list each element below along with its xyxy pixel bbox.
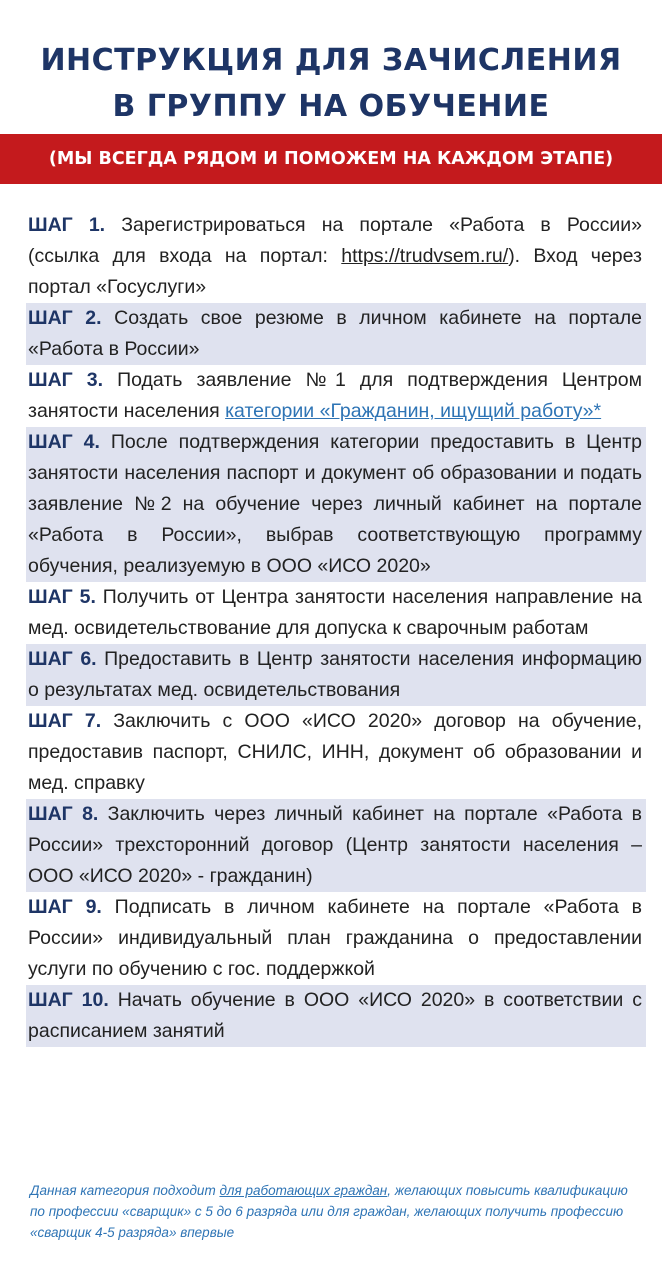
step-label: ШАГ 8. [28,803,99,825]
steps-list [26,210,646,1047]
step-5 [26,582,646,644]
footnote-text: Данная категория подходит [30,1183,220,1198]
step-label: ШАГ 3. [28,369,104,391]
step-text: Получить от Центра занятости населения направление на мед. освидетельствование для допуска к сварочным работам [28,586,642,639]
step-label: ШАГ 7. [28,710,102,732]
title-line-1: ИНСТРУКЦИЯ ДЛЯ ЗАЧИСЛЕНИЯ [40,43,622,78]
portal-url-link[interactable]: https://trudvsem.ru/ [341,245,509,267]
step-label: ШАГ 6. [28,648,97,670]
step-7 [26,706,646,799]
step-text: Предоставить в Центр занятости населения информацию о результатах мед. освидетельствования [28,648,642,701]
step-text: Заключить с ООО «ИСО 2020» договор на обучение, предоставив паспорт, СНИЛС, ИНН, документ об образовании и мед. справку [28,710,642,794]
step-label: ШАГ 2. [28,307,102,329]
step-label: ШАГ 1. [28,214,106,236]
step-9 [26,892,646,985]
footnote-underlined: для работающих граждан [219,1183,388,1198]
category-link[interactable]: категории «Гражданин, ищущий работу»* [225,400,602,422]
footnote-text: , желающих повысить квалификацию по профессии «сварщик» с 5 до 6 разряда или для граждан, желающих получить профессию «сварщик 4-5 разряда» впервые [30,1183,628,1240]
title-line-2: В ГРУППУ НА ОБУЧЕНИЕ [112,89,550,124]
step-6 [26,644,646,706]
step-text: Подписать в личном кабинете на портале «Работа в России» индивидуальный план гражданина о предоставлении услуги по обучению с гос. поддержкой [28,896,643,980]
step-10 [26,985,646,1047]
step-text: Зарегистрироваться на портале «Работа в России» (ссылка для входа на портал: [28,214,643,267]
step-text: Создать свое резюме в личном кабинете на портале «Работа в России» [28,307,642,360]
step-4 [26,427,646,582]
step-1 [26,210,646,303]
page-title [0,38,662,130]
step-text: ). Вход через портал «Госуслуги» [28,245,642,298]
step-label: ШАГ 9. [28,896,102,918]
footnote [30,1180,640,1243]
step-text: Заключить через личный кабинет на портале «Работа в России» трехсторонний договор (Центр занятости населения – ООО «ИСО 2020» - гражданин) [28,803,642,887]
step-label: ШАГ 5. [28,586,96,608]
step-3 [26,365,646,427]
step-label: ШАГ 10. [28,989,109,1011]
step-8 [26,799,646,892]
step-text: Подать заявление №1 для подтверждения Центром занятости населения [28,369,642,422]
step-label: ШАГ 4. [28,431,100,453]
step-2 [26,303,646,365]
support-banner: (МЫ ВСЕГДА РЯДОМ И ПОМОЖЕМ НА КАЖДОМ ЭТАПЕ) [0,134,662,184]
step-text: Начать обучение в ООО «ИСО 2020» в соответствии с расписанием занятий [28,989,642,1042]
step-text: После подтверждения категории предоставить в Центр занятости населения паспорт и документ об образовании и подать заявление №2 на обучение через личный кабинет на портале «Работа в России», выбрав соответствующую программу обучения, реализуемую в ООО «ИСО 2020» [28,431,642,577]
